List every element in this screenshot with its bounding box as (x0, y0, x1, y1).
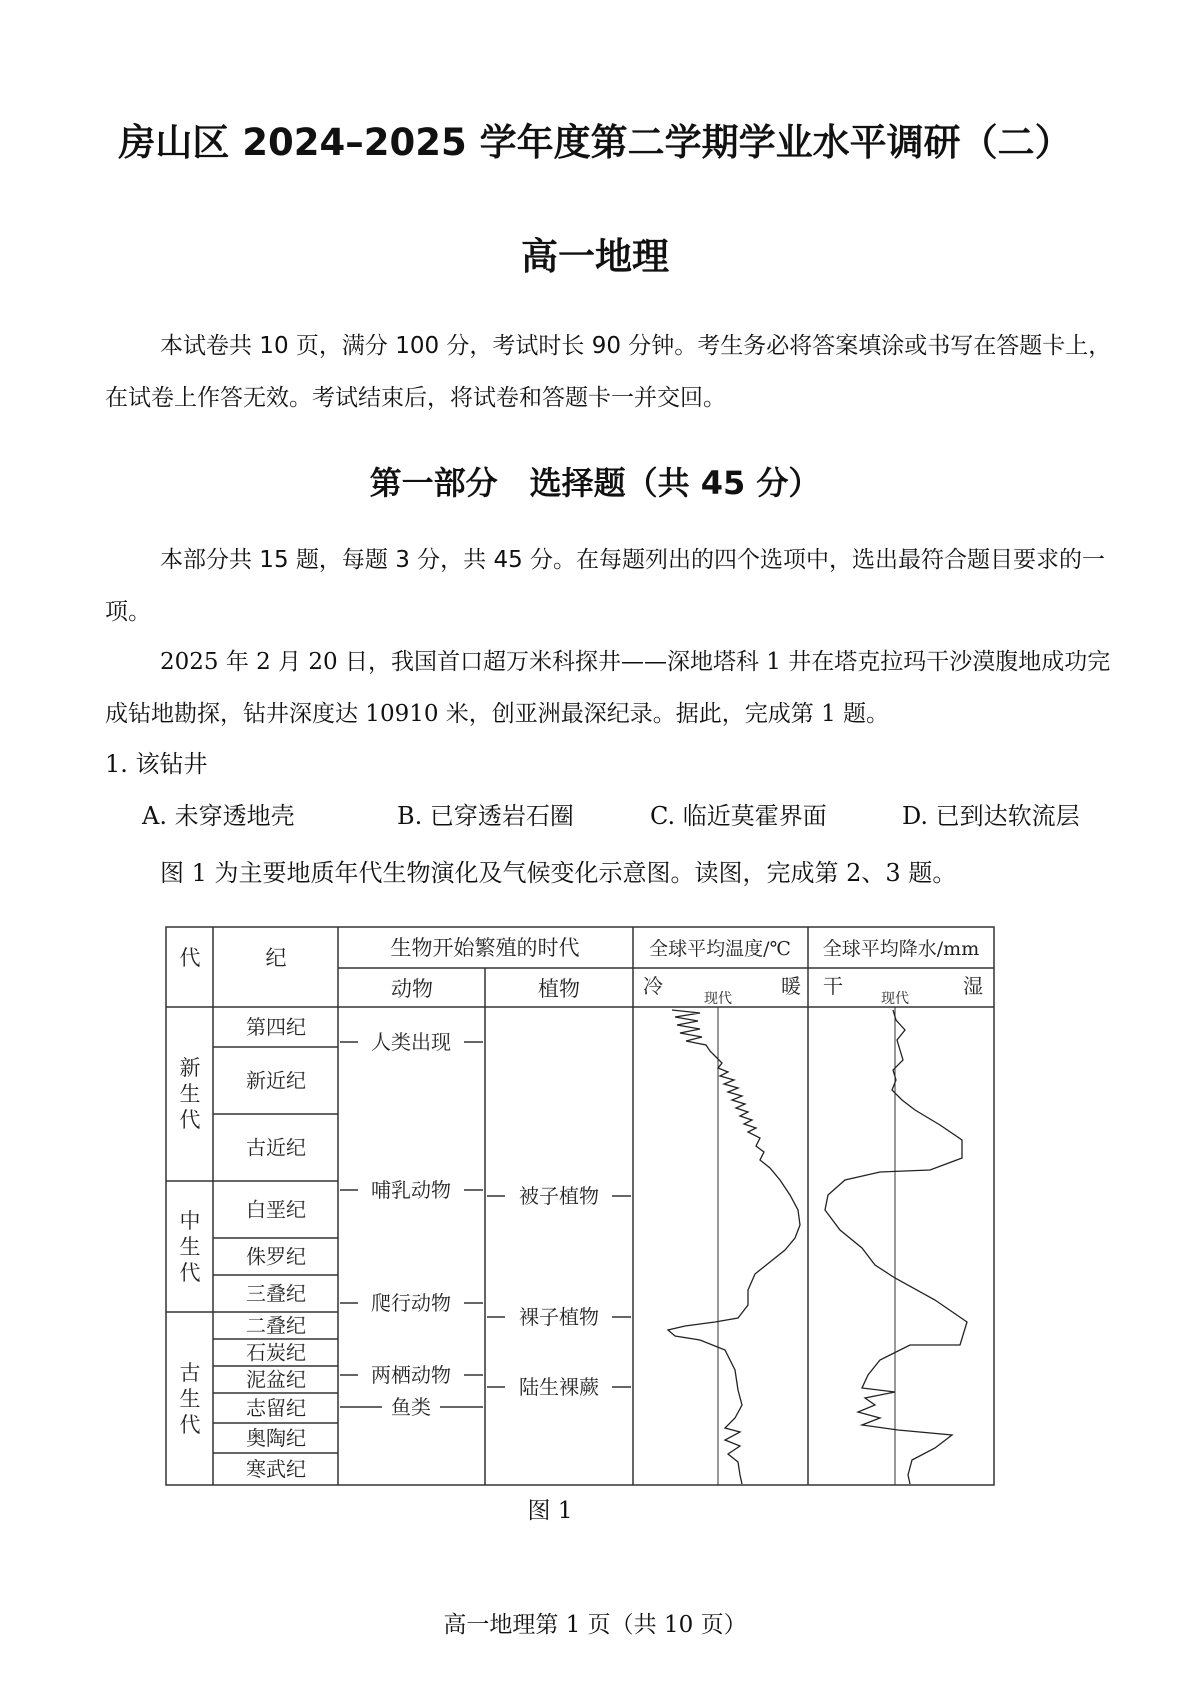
question-1-stem: 1. 该钻井 (105, 750, 208, 778)
plant-label: 被子植物 (519, 1184, 599, 1208)
option-d[interactable]: D. 已到达软流层 (902, 802, 1080, 830)
option-a[interactable]: A. 未穿透地壳 (142, 802, 295, 830)
option-b[interactable]: B. 已穿透岩石圈 (397, 802, 574, 830)
era-label-char: 生 (179, 1082, 201, 1106)
label-modern-precip: 现代 (881, 991, 909, 1007)
exam-subject: 高一地理 (521, 235, 669, 278)
era-label-char: 生 (179, 1235, 201, 1259)
period-label: 新近纪 (246, 1068, 306, 1093)
section-title: 第一部分 选择题（共 45 分） (369, 464, 821, 502)
precipitation-curve (825, 1010, 967, 1484)
header-plant: 植物 (538, 977, 580, 1001)
era-label-char: 代 (179, 1261, 201, 1285)
label-wet: 湿 (963, 974, 983, 998)
animal-label: 爬行动物 (371, 1291, 451, 1315)
era-label-char: 古 (179, 1361, 201, 1385)
page-footer: 高一地理第 1 页（共 10 页） (443, 1612, 747, 1638)
header-animal: 动物 (391, 977, 433, 1001)
period-label: 侏罗纪 (246, 1244, 306, 1269)
era-label-char: 中 (179, 1209, 201, 1233)
period-labels (246, 1015, 306, 1481)
header-period: 纪 (265, 946, 287, 970)
temperature-curve (668, 1010, 800, 1484)
label-warm: 暖 (781, 974, 801, 998)
period-label: 古近纪 (246, 1135, 306, 1160)
period-label: 二叠纪 (246, 1313, 306, 1338)
passage-1: 2025 年 2 月 20 日，我国首口超万米科探井——深地塔科 1 井在塔克拉玛干沙漠腹地成功完成钻地勘探，钻井深度达 10910 米，创亚洲最深纪录。据此，完成第 1 题。 (105, 649, 1111, 727)
period-label: 泥盆纪 (246, 1367, 306, 1392)
animal-label: 人类出现 (371, 1030, 451, 1054)
label-modern-temp: 现代 (704, 991, 732, 1007)
header-life: 生物开始繁殖的时代 (390, 936, 580, 960)
animal-label: 两栖动物 (371, 1363, 451, 1387)
header-precip: 全球平均降水/mm (822, 938, 980, 960)
period-label: 白垩纪 (246, 1197, 306, 1222)
section-intro: 本部分共 15 题，每题 3 分，共 45 分。在每题列出的四个选项中，选出最符合题目要求的一项。 (105, 547, 1106, 625)
figure-intro: 图 1 为主要地质年代生物演化及气候变化示意图。读图，完成第 2、3 题。 (160, 859, 957, 887)
period-label: 志留纪 (246, 1396, 306, 1420)
animal-label: 鱼类 (391, 1395, 431, 1419)
exam-notice: 本试卷共 10 页，满分 100 分，考试时长 90 分钟。考生务必将答案填涂或书写在答题卡上，在试卷上作答无效。考试结束后，将试卷和答题卡一并交回。 (105, 333, 1112, 411)
period-label: 寒武纪 (246, 1457, 306, 1481)
plant-label: 裸子植物 (519, 1305, 599, 1329)
exam-title: 房山区 2024–2025 学年度第二学期学业水平调研（二） (118, 121, 1072, 164)
era-label-char: 代 (179, 1108, 201, 1132)
label-cold: 冷 (643, 974, 663, 998)
label-dry: 干 (823, 974, 843, 998)
period-label: 第四纪 (246, 1015, 306, 1039)
era-labels (180, 1056, 201, 1437)
era-label-char: 代 (179, 1413, 201, 1437)
era-label-char: 新 (179, 1056, 201, 1080)
option-c[interactable]: C. 临近莫霍界面 (650, 802, 827, 830)
era-label-char: 生 (179, 1387, 201, 1411)
period-label: 奥陶纪 (246, 1426, 306, 1450)
figure-caption: 图 1 (527, 1498, 573, 1524)
plant-label: 陆生裸蕨 (519, 1375, 599, 1399)
header-era: 代 (179, 946, 201, 970)
animal-label: 哺乳动物 (371, 1178, 451, 1202)
period-label: 三叠纪 (246, 1281, 306, 1306)
header-temp: 全球平均温度/℃ (649, 938, 791, 960)
period-label: 石炭纪 (246, 1340, 306, 1365)
